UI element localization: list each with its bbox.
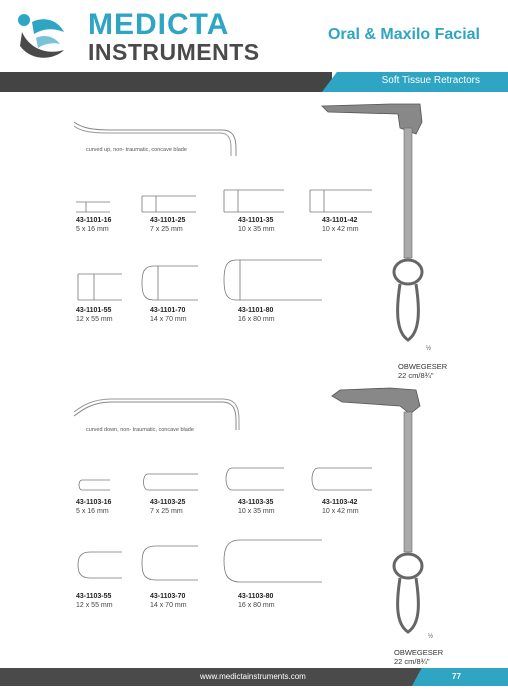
product-code: 43-1103-25: [150, 499, 186, 506]
product-item: [76, 306, 156, 324]
blade-shape: [140, 194, 200, 214]
blade-shape: [76, 478, 116, 492]
blade-shape: [76, 200, 116, 214]
instrument-name: [398, 362, 447, 380]
product-item: [150, 498, 230, 516]
product-code: 43-1103-42: [322, 499, 358, 506]
product-size: 10 x 35 mm: [238, 226, 275, 233]
product-code: 43-1101-70: [150, 307, 186, 314]
obwegeser-retractor-drawing: [320, 100, 430, 350]
obwegeser-retractor-drawing: [330, 382, 440, 638]
product-code: 43-1103-70: [150, 593, 186, 600]
product-code: 43-1103-80: [238, 593, 274, 600]
product-code: 43-1101-42: [322, 217, 358, 224]
product-size: 7 x 25 mm: [150, 508, 183, 515]
product-code: 43-1103-55: [76, 593, 112, 600]
instrument-length: 22 cm/8¾": [398, 371, 434, 380]
logo-mark-icon: [14, 6, 84, 66]
banner-label: Soft Tissue Retractors: [381, 75, 480, 86]
product-item: [150, 216, 230, 234]
brand-subtitle: INSTRUMENTS: [88, 39, 260, 65]
product-size: 14 x 70 mm: [150, 316, 187, 323]
group2-caption: curved down, non- traumatic, concave blade: [86, 427, 194, 433]
product-item: [238, 306, 318, 324]
brand-name: MEDICTA: [88, 8, 230, 41]
blade-shape: [140, 544, 200, 582]
product-size: 16 x 80 mm: [238, 316, 275, 323]
product-item: [76, 216, 156, 234]
group1-caption: curved up, non- traumatic, concave blade: [86, 147, 187, 153]
product-item: [238, 498, 318, 516]
product-size: 10 x 42 mm: [322, 508, 359, 515]
product-code: 43-1103-35: [238, 499, 274, 506]
product-size: 10 x 35 mm: [238, 508, 275, 515]
banner-dark-band: [0, 72, 332, 92]
section-title: Oral & Maxilo Facial: [327, 26, 480, 43]
blade-shape: [76, 550, 124, 580]
product-size: 14 x 70 mm: [150, 602, 187, 609]
instrument-title: OBWEGESER: [394, 648, 444, 657]
product-code: 43-1101-35: [238, 217, 274, 224]
product-size: 16 x 80 mm: [238, 602, 275, 609]
product-item: [76, 498, 156, 516]
instrument-title: OBWEGESER: [398, 362, 448, 371]
product-code: 43-1101-16: [76, 217, 112, 224]
website-link[interactable]: www.medictainstruments.com: [200, 672, 306, 681]
instrument-name: [394, 648, 443, 666]
scale-label: ½: [428, 634, 434, 640]
product-size: 7 x 25 mm: [150, 226, 183, 233]
product-size: 5 x 16 mm: [76, 508, 109, 515]
product-item: [238, 216, 318, 234]
product-size: 10 x 42 mm: [322, 226, 359, 233]
blade-shape: [76, 272, 124, 302]
product-item: [76, 592, 156, 610]
product-item: [238, 592, 318, 610]
product-code: 43-1101-80: [238, 307, 274, 314]
product-size: 12 x 55 mm: [76, 316, 113, 323]
page-footer: [0, 668, 508, 696]
product-code: 43-1101-25: [150, 217, 186, 224]
product-item: [150, 592, 230, 610]
product-size: 12 x 55 mm: [76, 602, 113, 609]
instrument-length: 22 cm/8¾": [394, 657, 430, 666]
blade-shape: [140, 264, 200, 302]
blade-shape: [222, 538, 324, 584]
product-item: [150, 306, 230, 324]
scale-label: ½: [426, 346, 432, 352]
page-number: 77: [452, 672, 461, 681]
product-size: 5 x 16 mm: [76, 226, 109, 233]
product-code: 43-1103-16: [76, 499, 112, 506]
blade-shape: [222, 258, 324, 302]
product-code: 43-1101-55: [76, 307, 112, 314]
blade-shape: [222, 466, 286, 492]
category-banner: [0, 72, 508, 92]
blade-shape: [140, 472, 200, 492]
blade-shape: [222, 188, 286, 214]
